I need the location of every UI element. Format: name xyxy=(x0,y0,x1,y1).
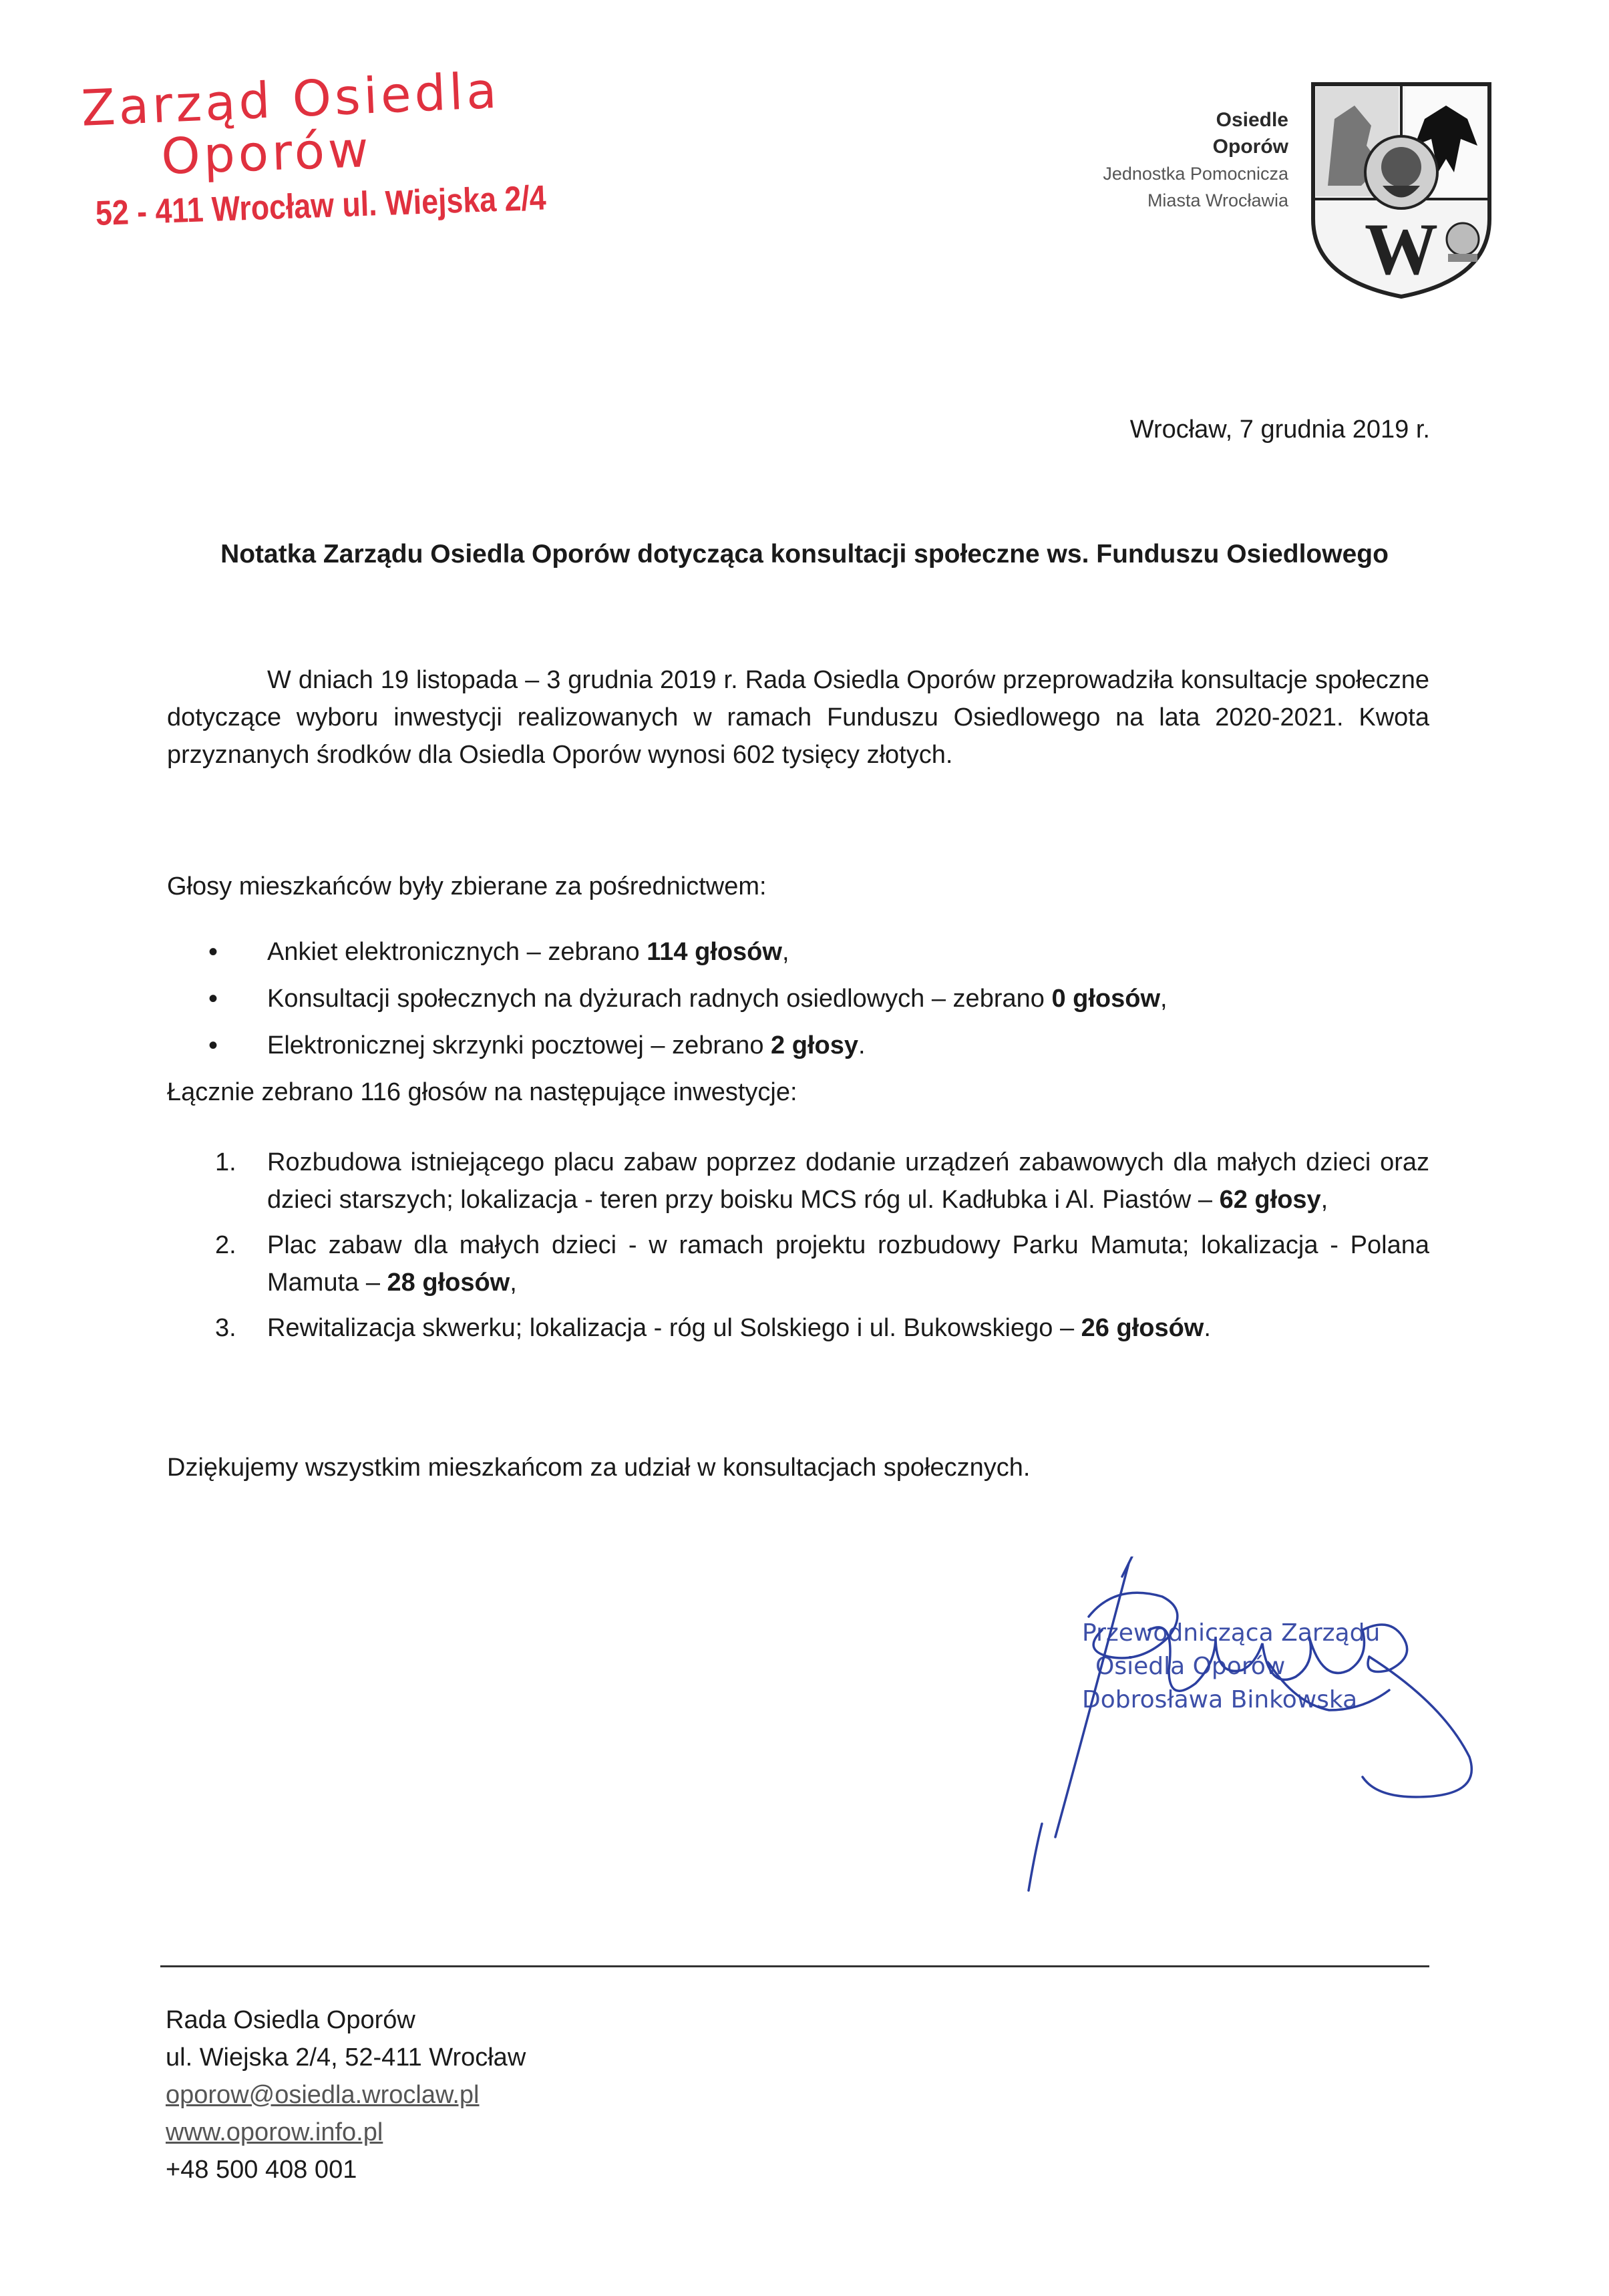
header-org-block xyxy=(1103,107,1288,214)
document-title: Notatka Zarządu Osiedla Oporów dotycząca konsultacji społeczne ws. Funduszu Osiedlowego xyxy=(220,540,1389,568)
footer-address: ul. Wiejska 2/4, 52-411 Wrocław xyxy=(166,2043,526,2072)
stamp-address: 52 - 411 Wrocław ul. Wiejska 2/4 xyxy=(95,178,547,233)
vote-sources-list xyxy=(167,929,1429,1069)
stamp-title: Zarząd Osiedla xyxy=(80,61,502,138)
list-item: • Konsultacji społecznych na dyżurach radnych osiedlowych – zebrano 0 głosów, xyxy=(167,975,1429,1022)
votes-intro: Głosy mieszkańców były zbierane za pośrednictwem: xyxy=(167,872,767,900)
footer-org: Rada Osiedla Oporów xyxy=(166,2006,415,2034)
list-item: 1. Rozbudowa istniejącego placu zabaw poprzez dodanie urządzeń zabawowych dla małych dzieci oraz dzieci starszych; lokalizacja - teren przy boisku MCS róg ul. Kadłubka i Al. Piastów – 62 głosy, xyxy=(215,1148,1429,1214)
svg-text:W: W xyxy=(1365,208,1438,290)
signature-org: Osiedla Oporów xyxy=(1095,1653,1286,1680)
header-name-line1: Osiedle xyxy=(1216,109,1288,131)
signature-role: Przewodnicząca Zarządu xyxy=(1082,1619,1381,1647)
header-sub-line2: Miasta Wrocławia xyxy=(1147,190,1288,210)
intro-paragraph: W dniach 19 listopada – 3 grudnia 2019 r. Rada Osiedla Oporów przeprowadziła konsultacje społeczne dotyczące wyboru inwestycji realizowanych w ramach Funduszu Osiedlowego na lata 2020-2021. Kwota przyznanych środków dla Osiedla Oporów wynosi 602 tysięcy złotych. xyxy=(167,666,1429,769)
investments-list xyxy=(167,1144,1429,1355)
list-item: • Ankiet elektronicznych – zebrano 114 głosów, xyxy=(167,929,1429,975)
footer-contact xyxy=(166,2001,526,2188)
list-item: 2. Plac zabaw dla małych dzieci - w ramach projektu rozbudowy Parku Mamuta; lokalizacja - Polana Mamuta – 28 głosów, xyxy=(215,1231,1429,1297)
footer-email-link[interactable]: oporow@osiedla.wroclaw.pl xyxy=(166,2081,480,2109)
stamp-subtitle: Oporów xyxy=(160,121,373,186)
list-item: • Elektronicznej skrzynki pocztowej – zebrano 2 głosy. xyxy=(167,1022,1429,1069)
header-name-line2: Oporów xyxy=(1212,136,1288,158)
list-item: 3. Rewitalizacja skwerku; lokalizacja - róg ul Solskiego i ul. Bukowskiego – 26 głosów. xyxy=(215,1314,1211,1342)
header-sub-line1: Jednostka Pomocnicza xyxy=(1103,164,1288,184)
coat-of-arms-icon xyxy=(1308,79,1495,301)
total-votes-line: Łącznie zebrano 116 głosów na następujące inwestycje: xyxy=(167,1078,797,1106)
handwritten-signature-icon xyxy=(1015,1556,1483,1904)
footer-phone: +48 500 408 001 xyxy=(166,2156,357,2184)
footer-divider xyxy=(160,1965,1429,1967)
signature-person: Dobrosława Binkowska xyxy=(1082,1686,1358,1713)
thanks-line: Dziękujemy wszystkim mieszkańcom za udział w konsultacjach społecznych. xyxy=(167,1454,1031,1482)
footer-website-link[interactable]: www.oporow.info.pl xyxy=(166,2118,383,2146)
document-date: Wrocław, 7 grudnia 2019 r. xyxy=(1129,416,1430,444)
